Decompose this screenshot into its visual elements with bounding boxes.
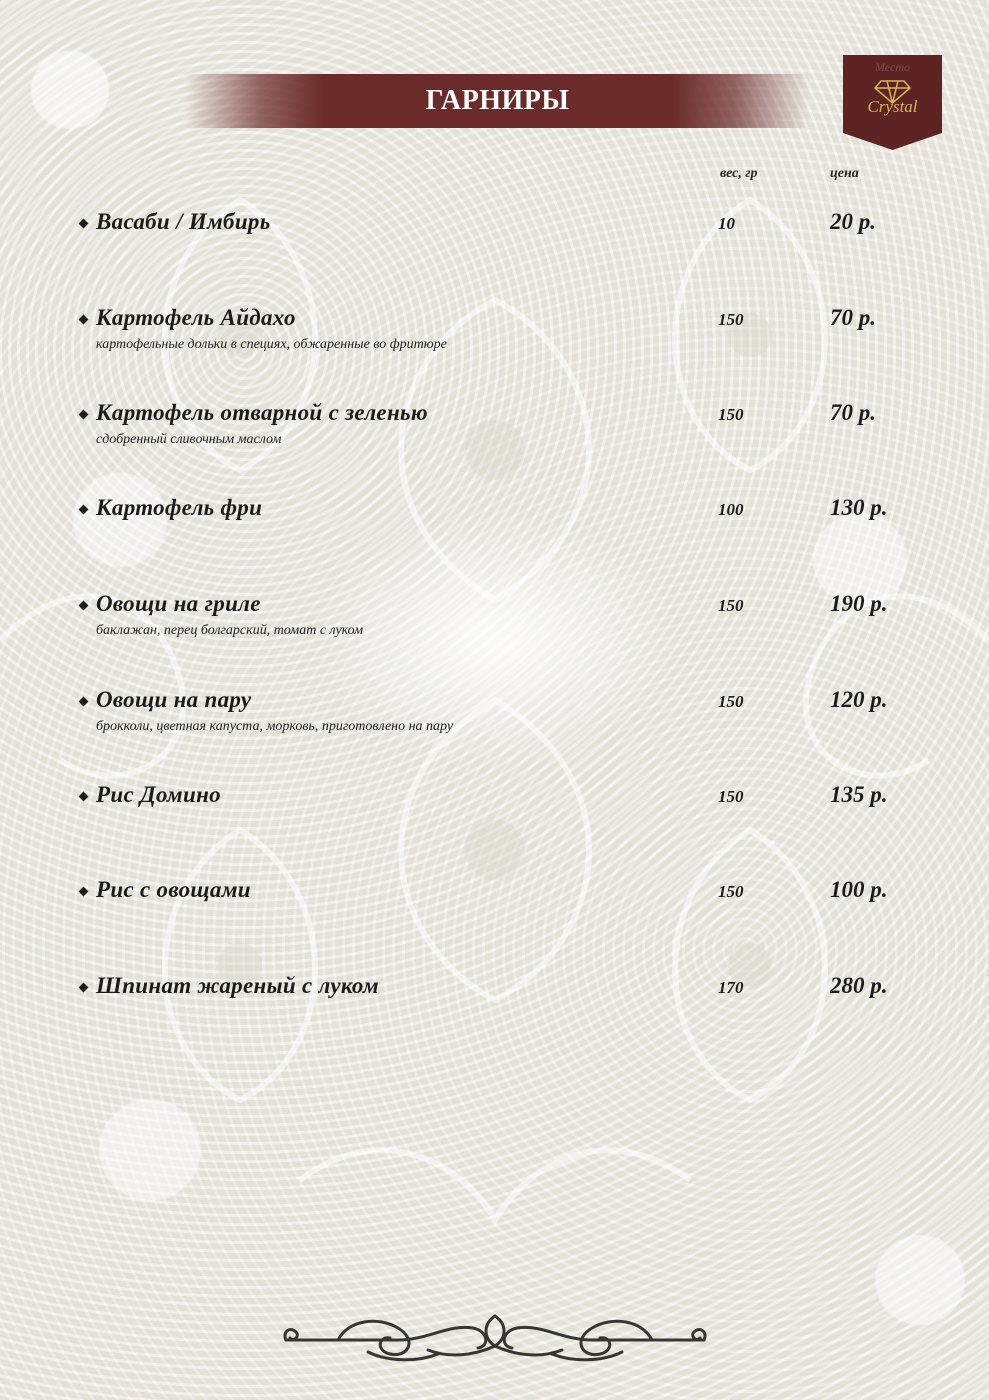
item-description: баклажан, перец болгарский, томат с луком [96,623,364,638]
bullet-icon [79,601,89,611]
item-price: 70 р. [830,400,876,425]
item-price: 280 р. [830,973,888,998]
menu-item [80,495,930,568]
item-name: Картофель Айдахо [96,305,296,330]
bullet-icon [79,219,89,229]
item-name: Овощи на гриле [96,591,261,616]
bullet-icon [79,887,89,897]
menu-item [80,687,930,760]
item-name: Овощи на пару [96,687,252,712]
item-weight: 170 [718,978,744,997]
item-name: Картофель фри [96,495,263,520]
page-title: ГАРНИРЫ [425,85,570,116]
menu-item [80,973,930,1046]
item-name: Рис Домино [96,782,221,807]
logo-text: Crystal [867,97,918,116]
decorative-flourish-icon [278,1306,712,1366]
column-header-price: цена [830,166,859,181]
menu-item [80,305,930,378]
item-name: Шпинат жареный с луком [96,973,379,998]
item-price: 190 р. [830,591,888,616]
item-description: брокколи, цветная капуста, морковь, приготовлено на пару [96,719,454,734]
column-header-weight: вес, гр [720,166,758,181]
item-weight: 150 [718,596,744,615]
menu-item [80,400,930,473]
menu-item [80,591,930,664]
item-weight: 150 [718,310,744,329]
item-price: 135 р. [830,782,888,807]
item-weight: 150 [718,692,744,711]
section-banner [185,74,810,128]
item-price: 120 р. [830,687,888,712]
item-weight: 150 [718,405,744,424]
bullet-icon [79,983,89,993]
item-price: 70 р. [830,305,876,330]
bullet-icon [79,505,89,515]
bullet-icon [79,410,89,420]
restaurant-logo [843,55,942,150]
bullet-icon [79,792,89,802]
item-name: Картофель отварной с зеленью [96,400,428,425]
item-name: Рис с овощами [96,877,251,902]
item-weight: 10 [718,214,735,233]
item-description: картофельные дольки в специях, обжаренные во фритюре [96,337,447,352]
item-price: 20 р. [830,209,876,234]
menu-item [80,782,930,855]
item-price: 100 р. [830,877,888,902]
item-weight: 150 [718,787,744,806]
bullet-icon [79,315,89,325]
item-name: Васаби / Имбирь [96,209,271,234]
bullet-icon [79,697,89,707]
item-price: 130 р. [830,495,888,520]
item-description: сдобренный сливочным маслом [96,432,282,447]
item-weight: 150 [718,882,744,901]
logo-watermark: Место [875,60,910,74]
menu-item [80,209,930,282]
menu-item [80,877,930,950]
item-weight: 100 [718,500,744,519]
